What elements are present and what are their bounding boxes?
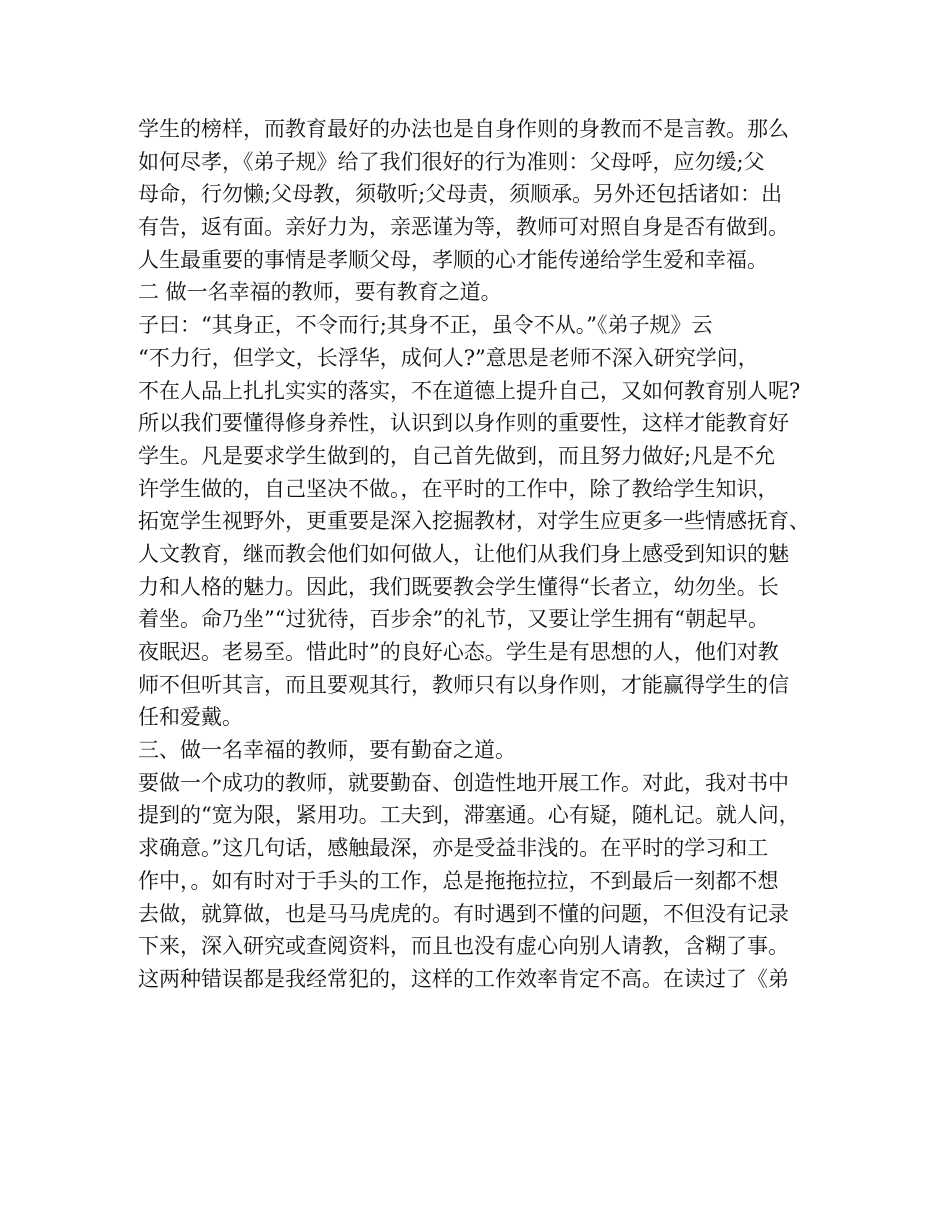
- text-line: 力和人格的魅力。因此，我们既要教会学生懂得“长者立，幼勿坐。长: [138, 574, 779, 599]
- text-line: 人生最重要的事情是孝顺父母，孝顺的心才能传递给学生爱和幸福。: [138, 247, 768, 272]
- text-line: 母命，行勿懒;父母教，须敬听;父母责，须顺承。另外还包括诸如：出: [138, 182, 783, 207]
- section-heading: 三、做一名幸福的教师，要有勤奋之道。: [138, 738, 516, 763]
- text-line: 任和爱戴。: [138, 705, 243, 730]
- text-line: 许学生做的，自己坚决不做。，在平时的工作中，除了教给学生知识，: [138, 476, 779, 501]
- text-line: 提到的“宽为限，紧用功。工夫到，滞塞通。心有疑，随札记。就人问，: [138, 803, 800, 828]
- text-line: 下来，深入研究或查阅资料，而且也没有虚心向别人请教，含糊了事。: [138, 934, 789, 959]
- section-heading: 二 做一名幸福的教师，要有教育之道。: [138, 280, 502, 305]
- text-line: 要做一个成功的教师，就要勤奋、创造性地开展工作。对此，我对书中: [138, 770, 789, 795]
- text-line: 所以我们要懂得修身养性，认识到以身作则的重要性，这样才能教育好: [138, 411, 789, 436]
- text-line: 夜眠迟。老易至。惜此时”的良好心态。学生是有思想的人，他们对教: [138, 640, 779, 664]
- text-line: 如何尽孝，《弟子规》给了我们很好的行为准则：父母呼，应勿缓;父: [138, 149, 765, 174]
- text-line: 去做，就算做，也是马马虎虎的。有时遇到不懂的问题，不但没有记录: [138, 901, 789, 926]
- text-line: 师不但听其言，而且要观其行，教师只有以身作则，才能赢得学生的信: [138, 672, 789, 697]
- text-line: 学生的榜样，而教育最好的办法也是自身作则的身教而不是言教。那么: [138, 117, 789, 141]
- text-line: “不力行，但学文，长浮华，成何人?”意思是老师不深入研究学问，: [138, 345, 759, 370]
- text-line: 作中，。如有时对于手头的工作，总是拖拖拉拉，不到最后一刻都不想: [138, 868, 779, 893]
- text-line: 子曰：“其身正，不令而行;其身不正，虽令不从。”《弟子规》云: [138, 313, 713, 338]
- text-line: 人文教育，继而教会他们如何做人，让他们从我们身上感受到知识的魅: [138, 541, 789, 566]
- body-text: [138, 113, 828, 996]
- text-line: 拓宽学生视野外，更重要是深入挖掘教材，对学生应更多一些情感抚育、: [138, 509, 810, 534]
- text-line: 有告，返有面。亲好力为，亲恶谨为等，教师可对照自身是否有做到。: [138, 215, 789, 240]
- text-line: 求确意。”这几句话，感触最深，亦是受益非浅的。在平时的学习和工: [138, 836, 769, 861]
- text-line: 不在人品上扎扎实实的落实，不在道德上提升自己，又如何教育别人呢?: [138, 378, 801, 403]
- text-line: 学生。凡是要求学生做到的，自己首先做到，而且努力做好;凡是不允: [138, 443, 776, 468]
- text-line: 着坐。命乃坐”“过犹待，百步余”的礼节，又要让学生拥有“朝起早。: [138, 607, 769, 632]
- text-line: 这两种错误都是我经常犯的，这样的工作效率肯定不高。在读过了《弟: [138, 966, 789, 991]
